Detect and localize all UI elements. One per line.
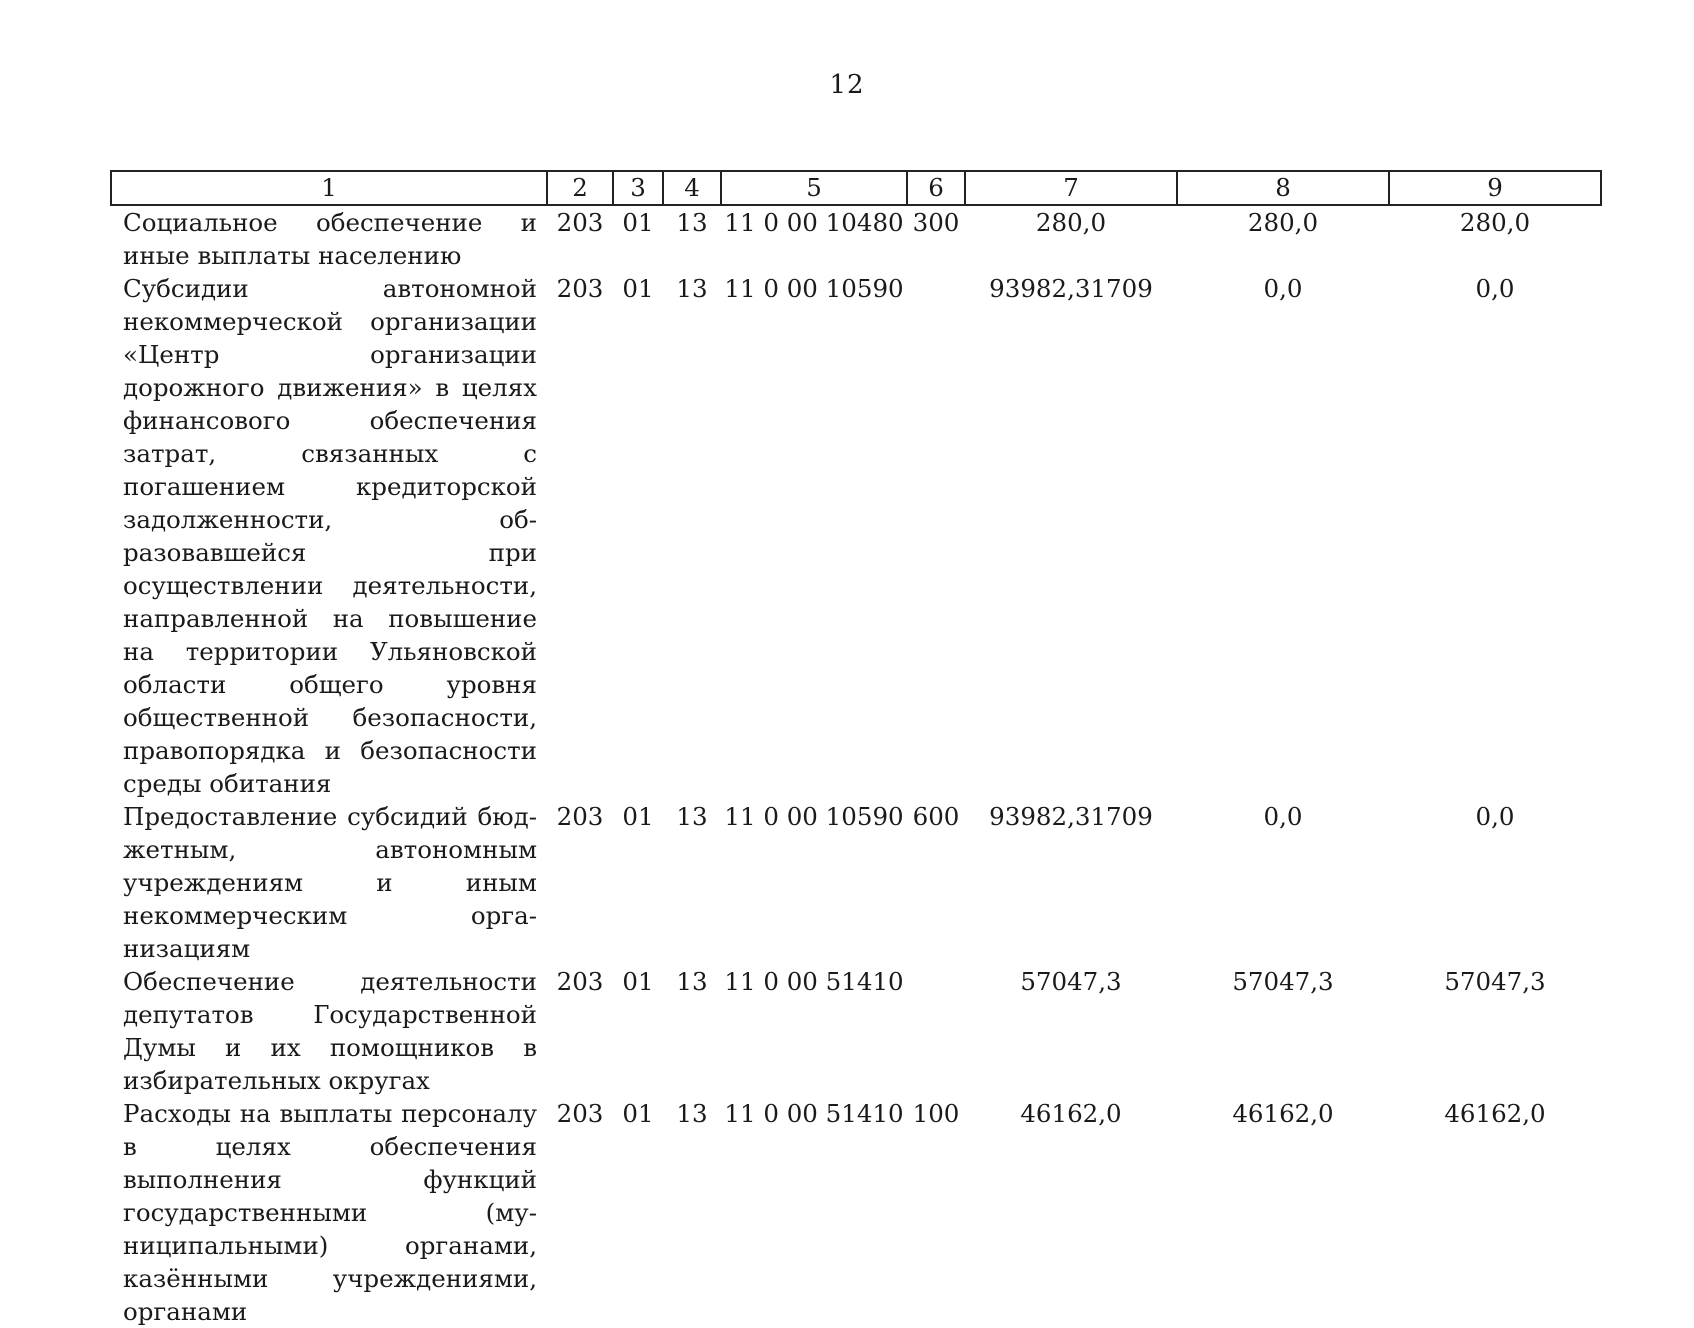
row-amount-8: 46162,0 [1232, 1099, 1334, 1128]
table-row [111, 1097, 1601, 1328]
header-cell-2: 2 [547, 171, 613, 205]
header-cell-5: 5 [721, 171, 907, 205]
table-row [111, 205, 1601, 272]
header-cell-8: 8 [1177, 171, 1389, 205]
row-code-subsection: 13 [676, 274, 708, 303]
row-name: Расходы на выплаты персоналу в целях обеспечения выполнения функций государственными (муниципальными) органами, казёнными учреждениями, органами [123, 1099, 537, 1326]
row-code-target: 11 0 00 10590 [724, 274, 904, 303]
row-code-expense-type: 600 [912, 802, 960, 831]
row-code-subsection: 13 [676, 967, 708, 996]
row-code-target: 11 0 00 51410 [724, 1099, 904, 1128]
row-code-subsection: 13 [676, 1099, 708, 1128]
row-amount-9: 0,0 [1475, 274, 1515, 303]
row-code-expense-type: 100 [912, 1099, 960, 1128]
row-code-expense-type: 300 [912, 208, 960, 237]
row-code-expense-type [907, 965, 965, 1097]
row-name: Субсидии автономной некоммерческой организации «Центр организации дорожного движения» в целях финансового обеспечения затрат, связанных с погашением кредиторской задолженности, образовавшейся при осуществлении деятельности, направленной на повышение на территории Ульяновской области общего уровня общественной безопасности, правопорядка и безопасности среды обитания [123, 274, 537, 798]
row-amount-9: 46162,0 [1444, 1099, 1546, 1128]
table-header [111, 171, 1601, 205]
row-amount-8: 0,0 [1263, 802, 1303, 831]
header-row [111, 171, 1601, 205]
row-code-section: 01 [622, 208, 654, 237]
row-amount-7: 93982,31709 [989, 274, 1153, 303]
row-code-section: 01 [622, 1099, 654, 1128]
row-amount-8: 280,0 [1247, 208, 1319, 237]
row-code-ministry: 203 [556, 967, 604, 996]
row-amount-9: 280,0 [1459, 208, 1531, 237]
row-code-section: 01 [622, 802, 654, 831]
row-code-section: 01 [622, 967, 654, 996]
header-cell-3: 3 [613, 171, 663, 205]
page-number: 12 [829, 70, 865, 100]
header-cell-4: 4 [663, 171, 721, 205]
header-cell-9: 9 [1389, 171, 1601, 205]
row-code-target: 11 0 00 51410 [724, 967, 904, 996]
row-code-section: 01 [622, 274, 654, 303]
row-code-ministry: 203 [556, 208, 604, 237]
table-body [111, 205, 1601, 1328]
row-code-subsection: 13 [676, 802, 708, 831]
row-name: Обеспечение деятельности депутатов Государственной Думы и их помощников в избирательных округах [123, 967, 537, 1095]
row-amount-8: 57047,3 [1232, 967, 1334, 996]
row-code-target: 11 0 00 10480 [724, 208, 904, 237]
row-amount-7: 46162,0 [1020, 1099, 1122, 1128]
row-code-ministry: 203 [556, 274, 604, 303]
row-amount-7: 57047,3 [1020, 967, 1122, 996]
row-code-ministry: 203 [556, 1099, 604, 1128]
row-code-subsection: 13 [676, 208, 708, 237]
row-amount-7: 93982,31709 [989, 802, 1153, 831]
budget-table [110, 170, 1602, 1328]
row-code-expense-type [907, 272, 965, 800]
row-amount-9: 57047,3 [1444, 967, 1546, 996]
row-code-target: 11 0 00 10590 [724, 802, 904, 831]
row-amount-9: 0,0 [1475, 802, 1515, 831]
table-row [111, 965, 1601, 1097]
header-cell-1: 1 [111, 171, 547, 205]
row-amount-8: 0,0 [1263, 274, 1303, 303]
row-code-ministry: 203 [556, 802, 604, 831]
row-amount-7: 280,0 [1035, 208, 1107, 237]
row-name: Предоставление субсидий бюджетным, автономным учреждениям и иным некоммерческим организациям [123, 802, 537, 963]
header-cell-6: 6 [907, 171, 965, 205]
header-cell-7: 7 [965, 171, 1177, 205]
table-row [111, 800, 1601, 965]
row-name: Социальное обеспечение и иные выплаты населению [123, 208, 537, 270]
table-row [111, 272, 1601, 800]
